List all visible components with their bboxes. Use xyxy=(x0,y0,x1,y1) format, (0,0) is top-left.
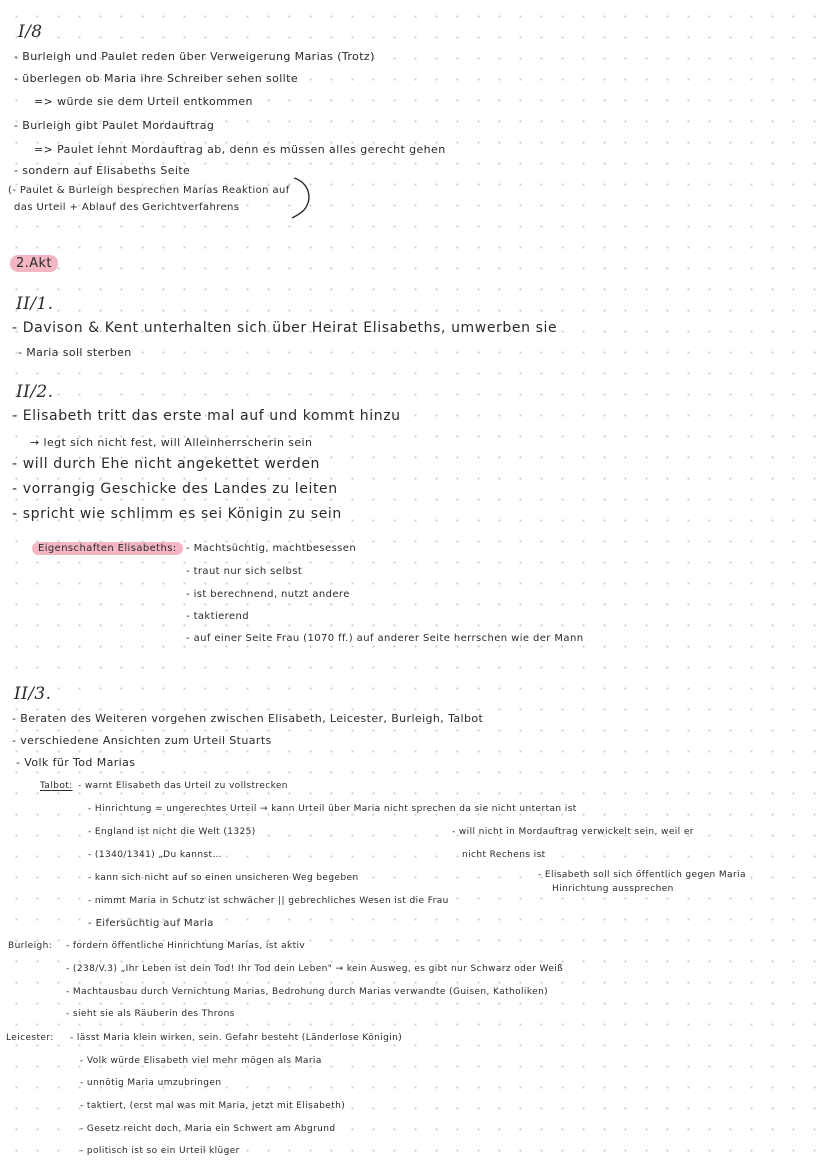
leicester-line: - unnötig Maria umzubringen xyxy=(80,1078,222,1088)
note-line: (- Paulet & Burleigh besprechen Marias Reaktion auf xyxy=(8,185,290,196)
note-line: - spricht wie schlimm es sei Königin zu sein xyxy=(12,506,342,522)
trait-item: - Machtsüchtig, machtbesessen xyxy=(186,543,357,554)
note-line: - verschiedene Ansichten zum Urteil Stuarts xyxy=(12,734,272,747)
act-title-highlight: 2.Akt xyxy=(10,255,58,272)
note-line: - Burleigh gibt Paulet Mordauftrag xyxy=(14,119,215,132)
note-line: - vorrangig Geschicke des Landes zu leiten xyxy=(12,481,338,497)
scene-heading-ii-2: II/2. xyxy=(16,382,54,402)
bracket-mark xyxy=(290,176,320,220)
note-line: - will durch Ehe nicht angekettet werden xyxy=(12,456,321,472)
note-line: - Burleigh und Paulet reden über Verweigerung Marias (Trotz) xyxy=(14,50,375,63)
talbot-line: - England ist nicht die Welt (1325) xyxy=(88,827,256,837)
leicester-line: - Volk würde Elisabeth viel mehr mögen als Maria xyxy=(80,1056,322,1066)
note-line: → legt sich nicht fest, will Alleinherrscherin sein xyxy=(30,436,313,449)
note-line: - Volk für Tod Marias xyxy=(16,756,136,769)
leicester-line: - lässt Maria klein wirken, sein. Gefahr besteht (Länderlose Königin) xyxy=(70,1033,403,1043)
talbot-side-note: Hinrichtung aussprechen xyxy=(552,884,674,894)
note-line: - Beraten des Weiteren vorgehen zwischen Elisabeth, Leicester, Burleigh, Talbot xyxy=(12,712,484,725)
note-line: das Urteil + Ablauf des Gerichtverfahrens xyxy=(14,202,240,213)
talbot-line: - kann sich nicht auf so einen unsicheren Weg begeben xyxy=(88,873,359,883)
note-line: - Elisabeth tritt das erste mal auf und kommt hinzu xyxy=(12,408,401,424)
talbot-side-note: nicht Rechens ist xyxy=(462,850,546,860)
trait-item: - taktierend xyxy=(186,611,250,622)
note-line: => Paulet lehnt Mordauftrag ab, denn es müssen alles gerecht gehen xyxy=(34,143,446,156)
note-line: - Davison & Kent unterhalten sich über Heirat Elisabeths, umwerben sie xyxy=(12,320,558,336)
note-line: - Maria soll sterben xyxy=(18,346,132,359)
talbot-line: - (1340/1341) „Du kannst… xyxy=(88,850,222,860)
talbot-line: - Hinrichtung = ungerechtes Urteil → kann Urteil über Maria nicht sprechen da sie nicht untertan ist xyxy=(88,804,577,814)
traits-label-highlight: Eigenschaften Elisabeths: xyxy=(32,542,183,555)
note-line: - sondern auf Elisabeths Seite xyxy=(14,164,191,177)
talbot-side-note: - Elisabeth soll sich öffentlich gegen Maria xyxy=(538,870,746,880)
leicester-line: - politisch ist so ein Urteil klüger xyxy=(80,1146,240,1156)
leicester-label: Leicester: xyxy=(6,1033,54,1043)
scene-heading-ii-1: II/1. xyxy=(16,294,54,314)
burleigh-line: - (238/V.3) „Ihr Leben ist dein Tod! Ihr Tod dein Leben" → kein Ausweg, es gibt nur Schwarz oder Weiß xyxy=(66,964,564,974)
burleigh-line: - sieht sie als Räuberin des Throns xyxy=(66,1009,235,1019)
talbot-line: - Eifersüchtig auf Maria xyxy=(88,918,214,929)
scene-heading-i-8: I/8 xyxy=(18,22,43,42)
note-line: => würde sie dem Urteil entkommen xyxy=(34,95,253,108)
burleigh-label: Burleigh: xyxy=(8,941,53,951)
trait-item: - traut nur sich selbst xyxy=(186,566,303,577)
talbot-label: Talbot: xyxy=(40,781,73,791)
burleigh-line: - fordern öffentliche Hinrichtung Marias, ist aktiv xyxy=(66,941,306,951)
scene-heading-ii-3: II/3. xyxy=(14,684,52,704)
talbot-line: - nimmt Maria in Schutz ist schwächer || gebrechliches Wesen ist die Frau xyxy=(88,896,449,906)
talbot-side-note: - will nicht in Mordauftrag verwickelt sein, weil er xyxy=(452,827,694,837)
trait-item: - auf einer Seite Frau (1070 ff.) auf anderer Seite herrschen wie der Mann xyxy=(186,633,584,644)
note-line: - überlegen ob Maria ihre Schreiber sehen sollte xyxy=(14,72,299,85)
trait-item: - ist berechnend, nutzt andere xyxy=(186,589,350,600)
leicester-line: - taktiert, (erst mal was mit Maria, jetzt mit Elisabeth) xyxy=(80,1101,346,1111)
burleigh-line: - Machtausbau durch Vernichtung Marias, Bedrohung durch Marias verwandte (Guisen, Katholiken) xyxy=(66,987,549,997)
talbot-line: - warnt Elisabeth das Urteil zu vollstrecken xyxy=(78,781,288,791)
leicester-line: - Gesetz reicht doch, Maria ein Schwert am Abgrund xyxy=(80,1124,336,1134)
